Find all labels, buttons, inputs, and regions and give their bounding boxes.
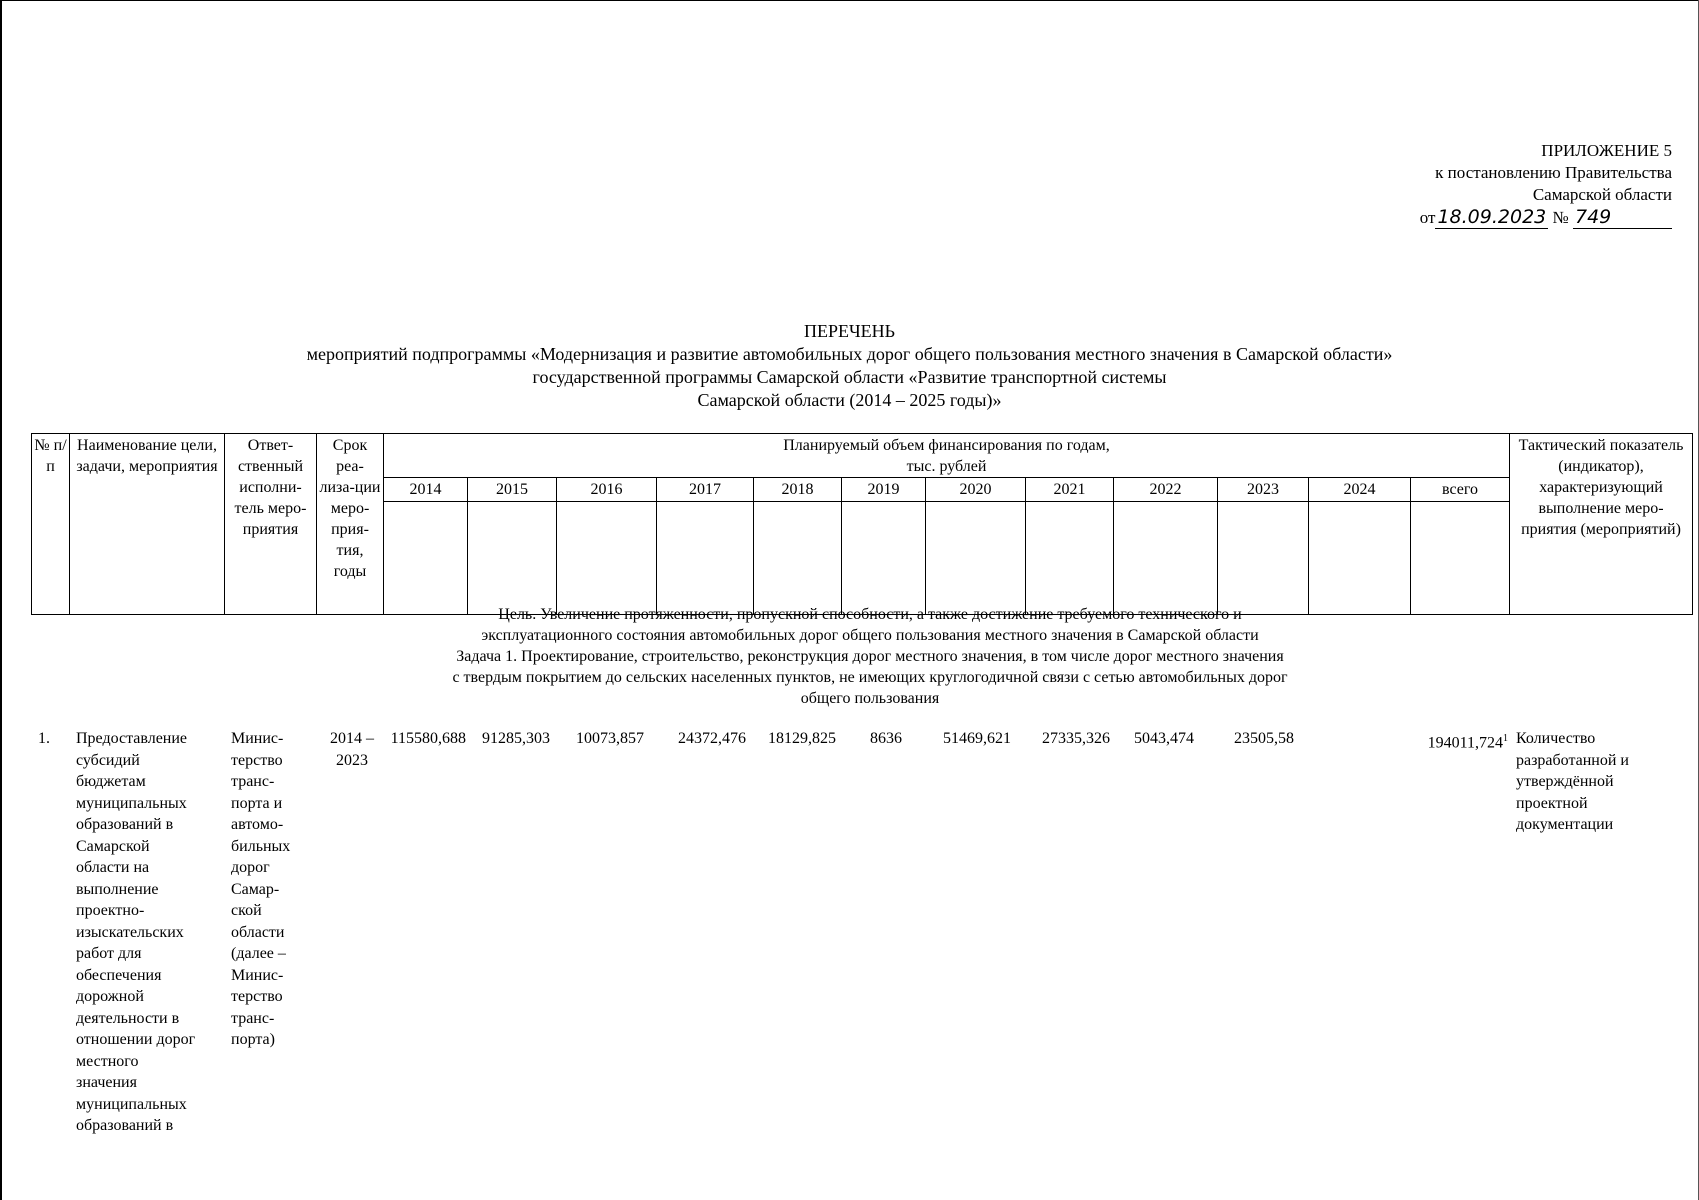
header-spacer	[557, 502, 657, 615]
header-indicator: Тактический показатель (индикатор), характеризующий выполнение меро-приятия (мероприятий)	[1510, 434, 1693, 615]
row-indicator-line: Количество	[1516, 730, 1596, 747]
row-name-line: образований в	[76, 1117, 174, 1134]
row-executor-line: порта)	[231, 1031, 275, 1048]
value-2017: 24372,476	[678, 730, 746, 747]
value-2014: 115580,688	[390, 730, 466, 747]
header-executor: Ответ-ственный исполни-тель меро-приятия	[225, 434, 317, 615]
value-2023: 23505,58	[1234, 730, 1294, 747]
header-year-2015: 2015	[468, 478, 557, 502]
goal-block	[300, 604, 1440, 709]
row-name-line: бюджетам	[76, 773, 146, 790]
header-year-2022: 2022	[1114, 478, 1218, 502]
row-name-line: проектно-	[76, 902, 145, 919]
header-num: № п/п	[32, 434, 70, 615]
row-name-line: Предоставление	[76, 730, 188, 747]
header-year-2016: 2016	[557, 478, 657, 502]
value-2021: 27335,326	[1042, 730, 1110, 747]
footnote-marker: 1	[1503, 733, 1508, 744]
goal-line2: эксплуатационного состояния автомобильных дорог общего пользования местного значения в Самарской области	[481, 627, 1259, 644]
value-total-number: 194011,724	[1427, 734, 1503, 752]
header-year-2021: 2021	[1026, 478, 1114, 502]
header-spacer	[1309, 502, 1411, 615]
row-executor-line: (далее –	[231, 945, 286, 962]
header-spacer	[1114, 502, 1218, 615]
row-executor-line: автомо-	[231, 816, 284, 833]
row-name-line: Самарской	[76, 837, 150, 855]
header-financing-title: Планируемый объем финансирования по годам,	[783, 437, 1110, 454]
row-executor-line: ской	[231, 902, 262, 919]
header-year-2024: 2024	[1309, 478, 1411, 502]
value-2018: 18129,825	[768, 730, 836, 747]
header-spacer	[926, 502, 1026, 615]
row-executor-line: Минис-	[231, 730, 284, 747]
header-spacer	[468, 502, 557, 615]
page-left-border	[0, 0, 2, 1200]
date-prefix: от	[1419, 208, 1436, 227]
row-indicator	[1516, 728, 1686, 836]
row-indicator-line: разработанной и	[1516, 751, 1629, 769]
page-top-border	[0, 0, 1699, 1]
row-executor-line: области	[231, 923, 285, 941]
value-2016: 10073,857	[576, 730, 644, 747]
row-number: 1.	[38, 730, 50, 747]
handwritten-date: 18.09.2023	[1437, 206, 1547, 228]
row-name-line: муниципальных	[76, 1095, 187, 1113]
value-2022: 5043,474	[1134, 730, 1194, 747]
header-spacer	[1218, 502, 1309, 615]
title-line1: мероприятий подпрограммы «Модернизация и развитие автомобильных дорог общего пользования местного значения в Самарской области»	[306, 344, 1393, 364]
header-total: всего	[1411, 478, 1510, 502]
document-heading: ПЕРЕЧЕНЬ	[803, 321, 896, 341]
header-year-2019: 2019	[842, 478, 926, 502]
row-name-line: значения	[76, 1074, 137, 1091]
row-executor-line: транс-	[231, 773, 275, 790]
row-executor-line: Самар-	[231, 880, 280, 898]
row-indicator-line: утверждённой	[1516, 773, 1614, 790]
row-name-line: выполнение	[76, 880, 159, 898]
value-2020: 51469,621	[943, 730, 1011, 747]
header-year-2014: 2014	[384, 478, 468, 502]
value-2015: 91285,303	[482, 730, 550, 747]
row-name	[76, 728, 221, 1137]
row-indicator-line: проектной	[1516, 794, 1588, 812]
goal-line1: Цель. Увеличение протяженности, пропускной способности, а также достижение требуемого технического и	[498, 606, 1242, 623]
header-year-2023: 2023	[1218, 478, 1309, 502]
task-line3: общего пользования	[800, 690, 940, 707]
row-name-line: изыскательских	[76, 923, 184, 941]
task-line1: Задача 1. Проектирование, строительство, реконструкция дорог местного значения, в том числе дорог местного значения	[456, 648, 1284, 665]
row-name-line: муниципальных	[76, 794, 187, 812]
row-name-line: работ для	[76, 945, 142, 962]
row-executor-line: транс-	[231, 1009, 275, 1027]
row-executor-line: бильных	[231, 837, 291, 855]
row-name-line: области на	[76, 859, 150, 876]
header-spacer	[1026, 502, 1114, 615]
row-term-start: 2014 –	[330, 730, 374, 747]
header-table	[31, 433, 1693, 615]
header-spacer	[657, 502, 754, 615]
row-name-line: отношении дорог	[76, 1031, 196, 1048]
row-executor-line: Минис-	[231, 966, 284, 984]
appendix-block	[1352, 140, 1672, 229]
header-spacer	[754, 502, 842, 615]
row-executor-line: терство	[231, 988, 283, 1005]
row-executor-line: дорог	[231, 859, 270, 876]
header-year-2020: 2020	[926, 478, 1026, 502]
header-year-2018: 2018	[754, 478, 842, 502]
row-name-line: дорожной	[76, 988, 144, 1005]
number-prefix: №	[1552, 208, 1569, 227]
row-term	[322, 728, 382, 771]
row-name-line: образований в	[76, 816, 174, 833]
header-spacer	[1411, 502, 1510, 615]
row-executor-line: порта и	[231, 794, 283, 812]
row-name-line: деятельности в	[76, 1009, 180, 1027]
handwritten-number: 749	[1573, 206, 1672, 229]
header-financing-unit: тыс. рублей	[906, 458, 987, 475]
appendix-title: ПРИЛОЖЕНИЕ 5	[1541, 141, 1672, 160]
row-name-line: обеспечения	[76, 966, 162, 984]
header-spacer	[842, 502, 926, 615]
header-year-2017: 2017	[657, 478, 754, 502]
value-2019: 8636	[870, 730, 902, 747]
header-financing	[384, 434, 1510, 478]
header-term: Срок реа-лиза-ции меро-прия-тия, годы	[317, 434, 384, 615]
row-executor	[231, 728, 311, 1051]
title-line3: Самарской области (2014 – 2025 годы)»	[697, 390, 1002, 410]
title-line2: государственной программы Самарской области «Развитие транспортной системы	[532, 367, 1167, 387]
document-title-block	[0, 320, 1699, 412]
row-indicator-line: документации	[1516, 816, 1614, 833]
header-name: Наименование цели, задачи, мероприятия	[70, 434, 225, 615]
appendix-line2: к постановлению Правительства	[1435, 163, 1672, 182]
task-line2: с твердым покрытием до сельских населенных пунктов, не имеющих круглогодичной связи с сетью автомобильных дорог	[452, 669, 1288, 686]
row-executor-line: терство	[231, 751, 283, 769]
row-name-line: субсидий	[76, 751, 140, 769]
appendix-date-row	[1352, 206, 1672, 229]
appendix-line3: Самарской области	[1532, 185, 1672, 204]
value-total	[1400, 728, 1508, 754]
row-name-line: местного	[76, 1052, 139, 1070]
header-spacer	[384, 502, 468, 615]
row-term-end: 2023	[336, 751, 368, 769]
